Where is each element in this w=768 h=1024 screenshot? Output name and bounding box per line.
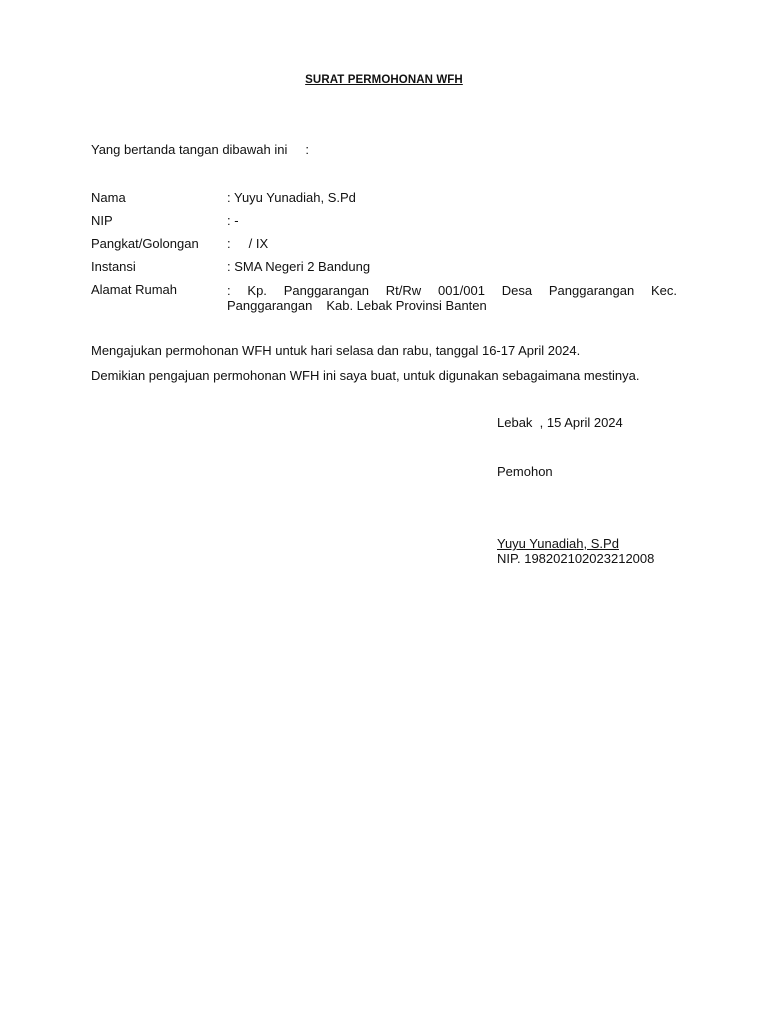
field-value-nama: : Yuyu Yunadiah, S.Pd: [227, 190, 356, 205]
signer-role: Pemohon: [497, 464, 553, 479]
field-label-nip: NIP: [91, 213, 113, 228]
alamat-word: Rt/Rw: [385, 283, 422, 298]
intro-colon: :: [305, 142, 309, 157]
alamat-line-1: [227, 283, 677, 298]
intro-text: Yang bertanda tangan dibawah ini: [91, 142, 288, 157]
field-value-alamat: [227, 283, 677, 313]
alamat-word: Panggarangan: [548, 283, 635, 298]
field-value-nip: : -: [227, 213, 239, 228]
intro-line: [91, 142, 309, 157]
field-label-nama: Nama: [91, 190, 126, 205]
alamat-word: Kp.: [247, 283, 267, 298]
field-label-alamat: Alamat Rumah: [91, 282, 177, 297]
alamat-word: Kec.: [650, 283, 677, 298]
alamat-word: Desa: [501, 283, 533, 298]
alamat-line2-b: Kab. Lebak Provinsi Banten: [326, 298, 487, 313]
alamat-word: :: [227, 283, 231, 298]
signer-name: Yuyu Yunadiah, S.Pd: [497, 536, 619, 551]
alamat-word: 001/001: [437, 283, 485, 298]
place-date: Lebak , 15 April 2024: [497, 415, 623, 430]
field-value-instansi: : SMA Negeri 2 Bandung: [227, 259, 371, 274]
alamat-line-2: [227, 298, 677, 313]
alamat-word: Panggarangan: [283, 283, 370, 298]
signer-nip: NIP. 198202102023212008: [497, 551, 655, 566]
request-paragraph: Mengajukan permohonan WFH untuk hari selasa dan rabu, tanggal 16-17 April 2024.: [91, 343, 581, 358]
closing-paragraph: Demikian pengajuan permohonan WFH ini saya buat, untuk digunakan sebagaimana mestinya.: [91, 368, 640, 383]
alamat-line2-a: Panggarangan: [227, 298, 313, 313]
letter-title: SURAT PERMOHONAN WFH: [305, 74, 463, 86]
field-label-instansi: Instansi: [91, 259, 136, 274]
field-label-pangkat: Pangkat/Golongan: [91, 236, 199, 251]
field-value-pangkat: : / IX: [227, 236, 269, 251]
